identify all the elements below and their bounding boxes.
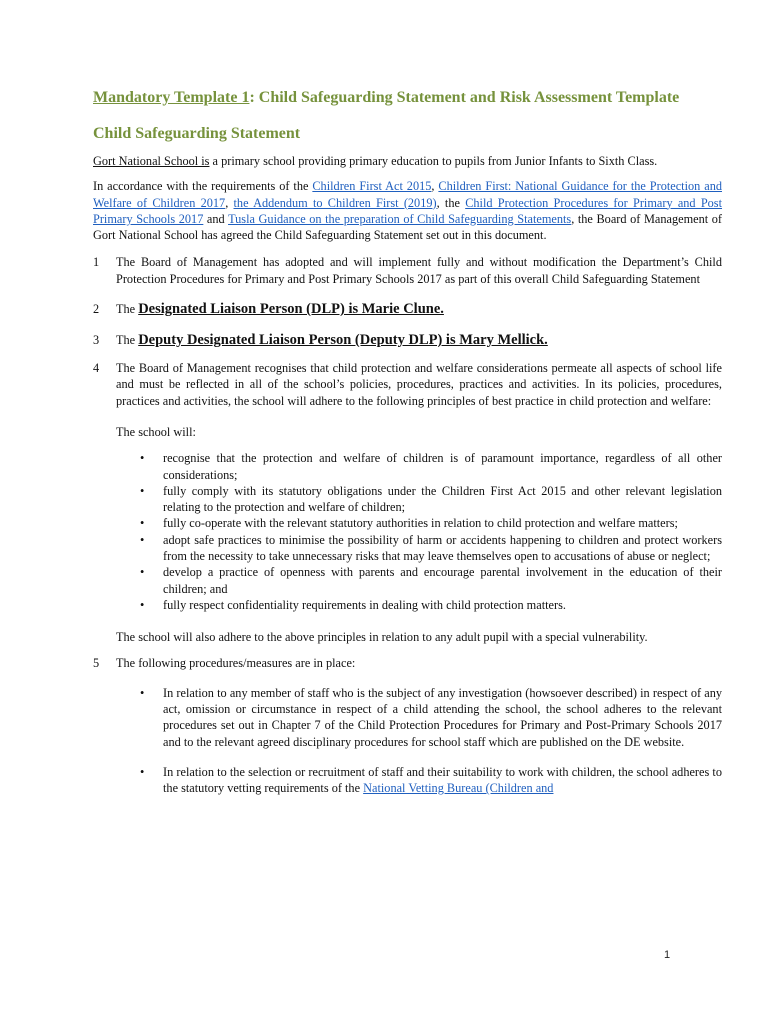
national-guidance-link[interactable]: Children First: National Guidance for the Protection and Welfare of Children 2017 [93, 179, 722, 210]
bullet-item: • fully comply with its statutory obligations under the Children First Act 2015 and other relevant legislation relating to the protection and welfare of children; [140, 483, 722, 515]
list-item: 1 The Board of Management has adopted and will implement fully and without modification the Department’s Child Protection Procedures for Primary and Post Primary Schools 2017 as part of this overall Child Safeguarding Statement [93, 255, 722, 286]
bullet-item: • adopt safe practices to minimise the possibility of harm or accidents happening to children and protect workers from the necessity to take unnecessary risks that may leave themselves open to accusations of abuse or neglect; [140, 532, 722, 564]
principles-list [116, 450, 722, 613]
bullet-item: • In relation to any member of staff who is the subject of any investigation (howsoever described) in respect of any act, omission or circumstance in respect of a child attending the school, the school adheres to the relevant procedures set out in Chapter 7 of the Child Protection Procedures for Primary and Post-Primary Schools 2017 and to the relevant agreed disciplinary procedures for school staff which are published on the DE website. [140, 685, 722, 749]
tusla-guidance-link[interactable]: Tusla Guidance on the preparation of Child Safeguarding Statements [228, 211, 572, 226]
bullet-item: • In relation to the selection or recruitment of staff and their suitability to work with children, the school adheres to the statutory vetting requirements of the National Vetting Bureau (Children and [140, 765, 722, 796]
bullet-item: • fully co-operate with the relevant statutory authorities in relation to child protection and welfare matters; [140, 516, 678, 531]
list-item: 5 The following procedures/measures are in place: • In relation to any member of staff who is the subject of any investigation (howsoever described) in respect of any act, omission or circumstance in respect of a child attending the school, the school adheres to the relevant procedures set out in Chapter 7 of the Child Protection Procedures for Primary and Post-Primary Schools 2017 and to the relevant agreed disciplinary procedures for school staff which are published on the DE website. • In relation to the selection or recruitment of staff and their suitability to work with children, the school adheres to the statutory vetting requirements of the National Vetting Bureau (Children and [93, 655, 722, 796]
page-number: 1 [664, 949, 671, 961]
list-item: 2 The Designated Liaison Person (DLP) is Marie Clune. [93, 301, 444, 318]
bullet-item: • develop a practice of openness with parents and encourage parental involvement in the education of their children; and [140, 565, 722, 596]
document-page [93, 88, 722, 811]
procedures-list [116, 685, 722, 797]
section-heading: Child Safeguarding Statement [93, 125, 301, 142]
vetting-bureau-link[interactable]: National Vetting Bureau (Children and [363, 781, 554, 796]
adult-pupil-paragraph: The school will also adhere to the above principles in relation to any adult pupil with a special vulnerability. [116, 630, 648, 645]
child-protection-procedures-link[interactable]: Child Protection Procedures for Primary and Post Primary Schools 2017 [93, 195, 723, 226]
principles-paragraph: The Board of Management recognises that child protection and welfare considerations permeate all aspects of school life and must be reflected in all of the school’s policies, procedures, practices and activities. In its policies, procedures, practices and activities, the school will adhere to the following principles of best practice in child protection and welfare: [116, 361, 722, 408]
intro-paragraph: Gort National School is a primary school providing primary education to pupils from Junior Infants to Sixth Class. [93, 154, 658, 168]
school-will-label: The school will: [116, 424, 196, 439]
accordance-paragraph: In accordance with the requirements of the Children First Act 2015, Children First: National Guidance for the Protection and Welfare of Children 2017, the Addendum to Children First (2019), the Child Protection Procedures for Primary and Post Primary Schools 2017 and Tusla Guidance on the preparation of Child Safeguarding Statements, the Board of Management of Gort National School has agreed the Child Safeguarding Statement set out in this document. [93, 179, 723, 243]
list-item: 4 The Board of Management recognises that child protection and welfare considerations permeate all aspects of school life and must be reflected in all of the school’s policies, procedures, practices and activities. In its policies, procedures, practices and activities, the school will adhere to the following principles of best practice in child protection and welfare: The school will: • recognise that the protection and welfare of children is of paramount importance, regardless of all other considerations; • fully comply with its statutory obligations under the Children First Act 2015 and other relevant legislation relating to the protection and welfare of children; • fully co-operate with the relevant statutory authorities in relation to child protection and welfare matters; • adopt safe practices to minimise the possibility of harm or accidents happening to children and protect workers from the necessity to take unnecessary risks that may leave themselves open to accusations of abuse or neglect; • develop a practice of openness with parents and encourage parental involvement in the education of their children; and • fully respect confidentiality requirements in dealing with child protection matters. The school will also adhere to the above principles in relation to any adult pupil with a special vulnerability. [93, 361, 722, 645]
bullet-item: • recognise that the protection and welfare of children is of paramount importance, regardless of all other considerations; [140, 451, 722, 482]
procedures-intro: The following procedures/measures are in place: [116, 655, 356, 670]
deputy-dlp-name: Deputy Designated Liaison Person (Deputy DLP) is Mary Mellick. [138, 332, 548, 349]
children-first-act-link[interactable]: Children First Act 2015 [312, 179, 432, 194]
addendum-link[interactable]: the Addendum to Children First (2019) [233, 195, 437, 210]
template-link[interactable]: Mandatory Template 1 [93, 89, 250, 106]
bullet-item: • fully respect confidentiality requirements in dealing with child protection matters. [140, 597, 566, 612]
school-name: Gort National School is [93, 154, 210, 168]
dlp-name: Designated Liaison Person (DLP) is Marie Clune. [138, 301, 444, 318]
list-item: 3 The Deputy Designated Liaison Person (Deputy DLP) is Mary Mellick. [93, 332, 548, 349]
page-title: Mandatory Template 1: Child Safeguarding Statement and Risk Assessment Template [93, 89, 680, 106]
